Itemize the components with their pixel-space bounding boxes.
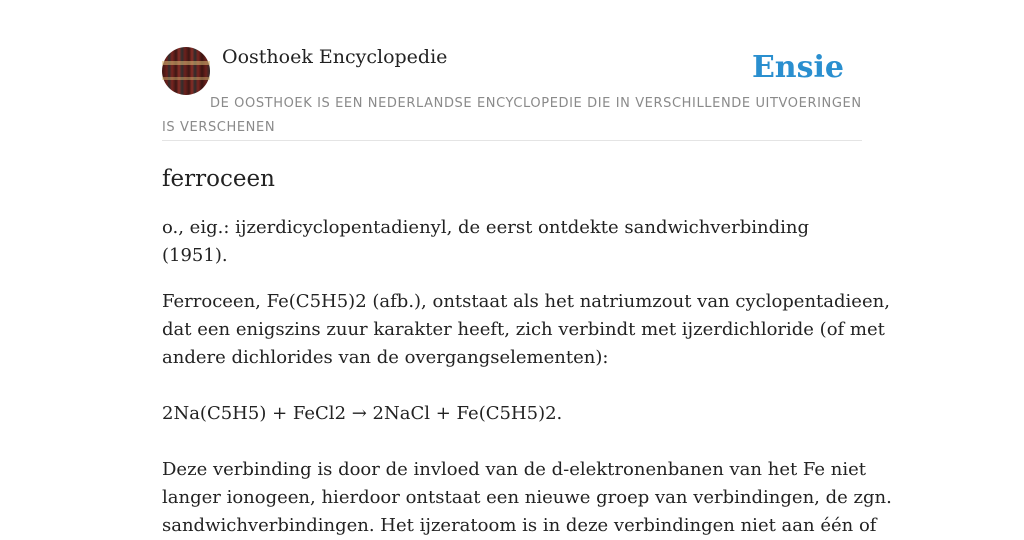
body-line: langer ionogeen, hierdoor ontstaat een nieuwe groep van verbindingen, de zgn. — [162, 487, 892, 508]
site-title-link[interactable]: Oosthoek Encyclopedie — [222, 46, 448, 68]
article-body — [162, 288, 892, 540]
article-title: ferroceen — [162, 166, 275, 192]
article — [162, 162, 892, 540]
site-avatar[interactable] — [162, 47, 210, 95]
brand-logo-link[interactable]: Ensie — [751, 50, 844, 85]
body-line: sandwichverbindingen. Het ijzeratoom is in deze verbindingen niet aan één of — [162, 515, 877, 536]
article-definition: o., eig.: ijzerdicyclopentadienyl, de eerst ontdekte sandwichverbinding (1951). — [162, 217, 809, 266]
site-header — [162, 46, 862, 141]
site-tagline: DE OOSTHOEK IS EEN NEDERLANDSE ENCYCLOPEDIE DIE IN VERSCHILLENDE UITVOERINGEN IS VERSCHENEN — [162, 96, 862, 135]
body-line: Ferroceen, Fe(C5H5)2 (afb.), ontstaat als het natriumzout van cyclopentadieen, — [162, 291, 890, 312]
body-line: andere dichlorides van de overgangselementen): — [162, 347, 609, 368]
body-spacer — [162, 372, 862, 400]
body-formula: 2Na(C5H5) + FeCl2 → 2NaCl + Fe(C5H5)2. — [162, 403, 563, 424]
body-line: Deze verbinding is door de invloed van de d-elektronenbanen van het Fe niet — [162, 459, 867, 480]
body-line: dat een enigszins zuur karakter heeft, zich verbindt met ijzerdichloride (of met — [162, 319, 885, 340]
body-spacer — [162, 428, 862, 456]
